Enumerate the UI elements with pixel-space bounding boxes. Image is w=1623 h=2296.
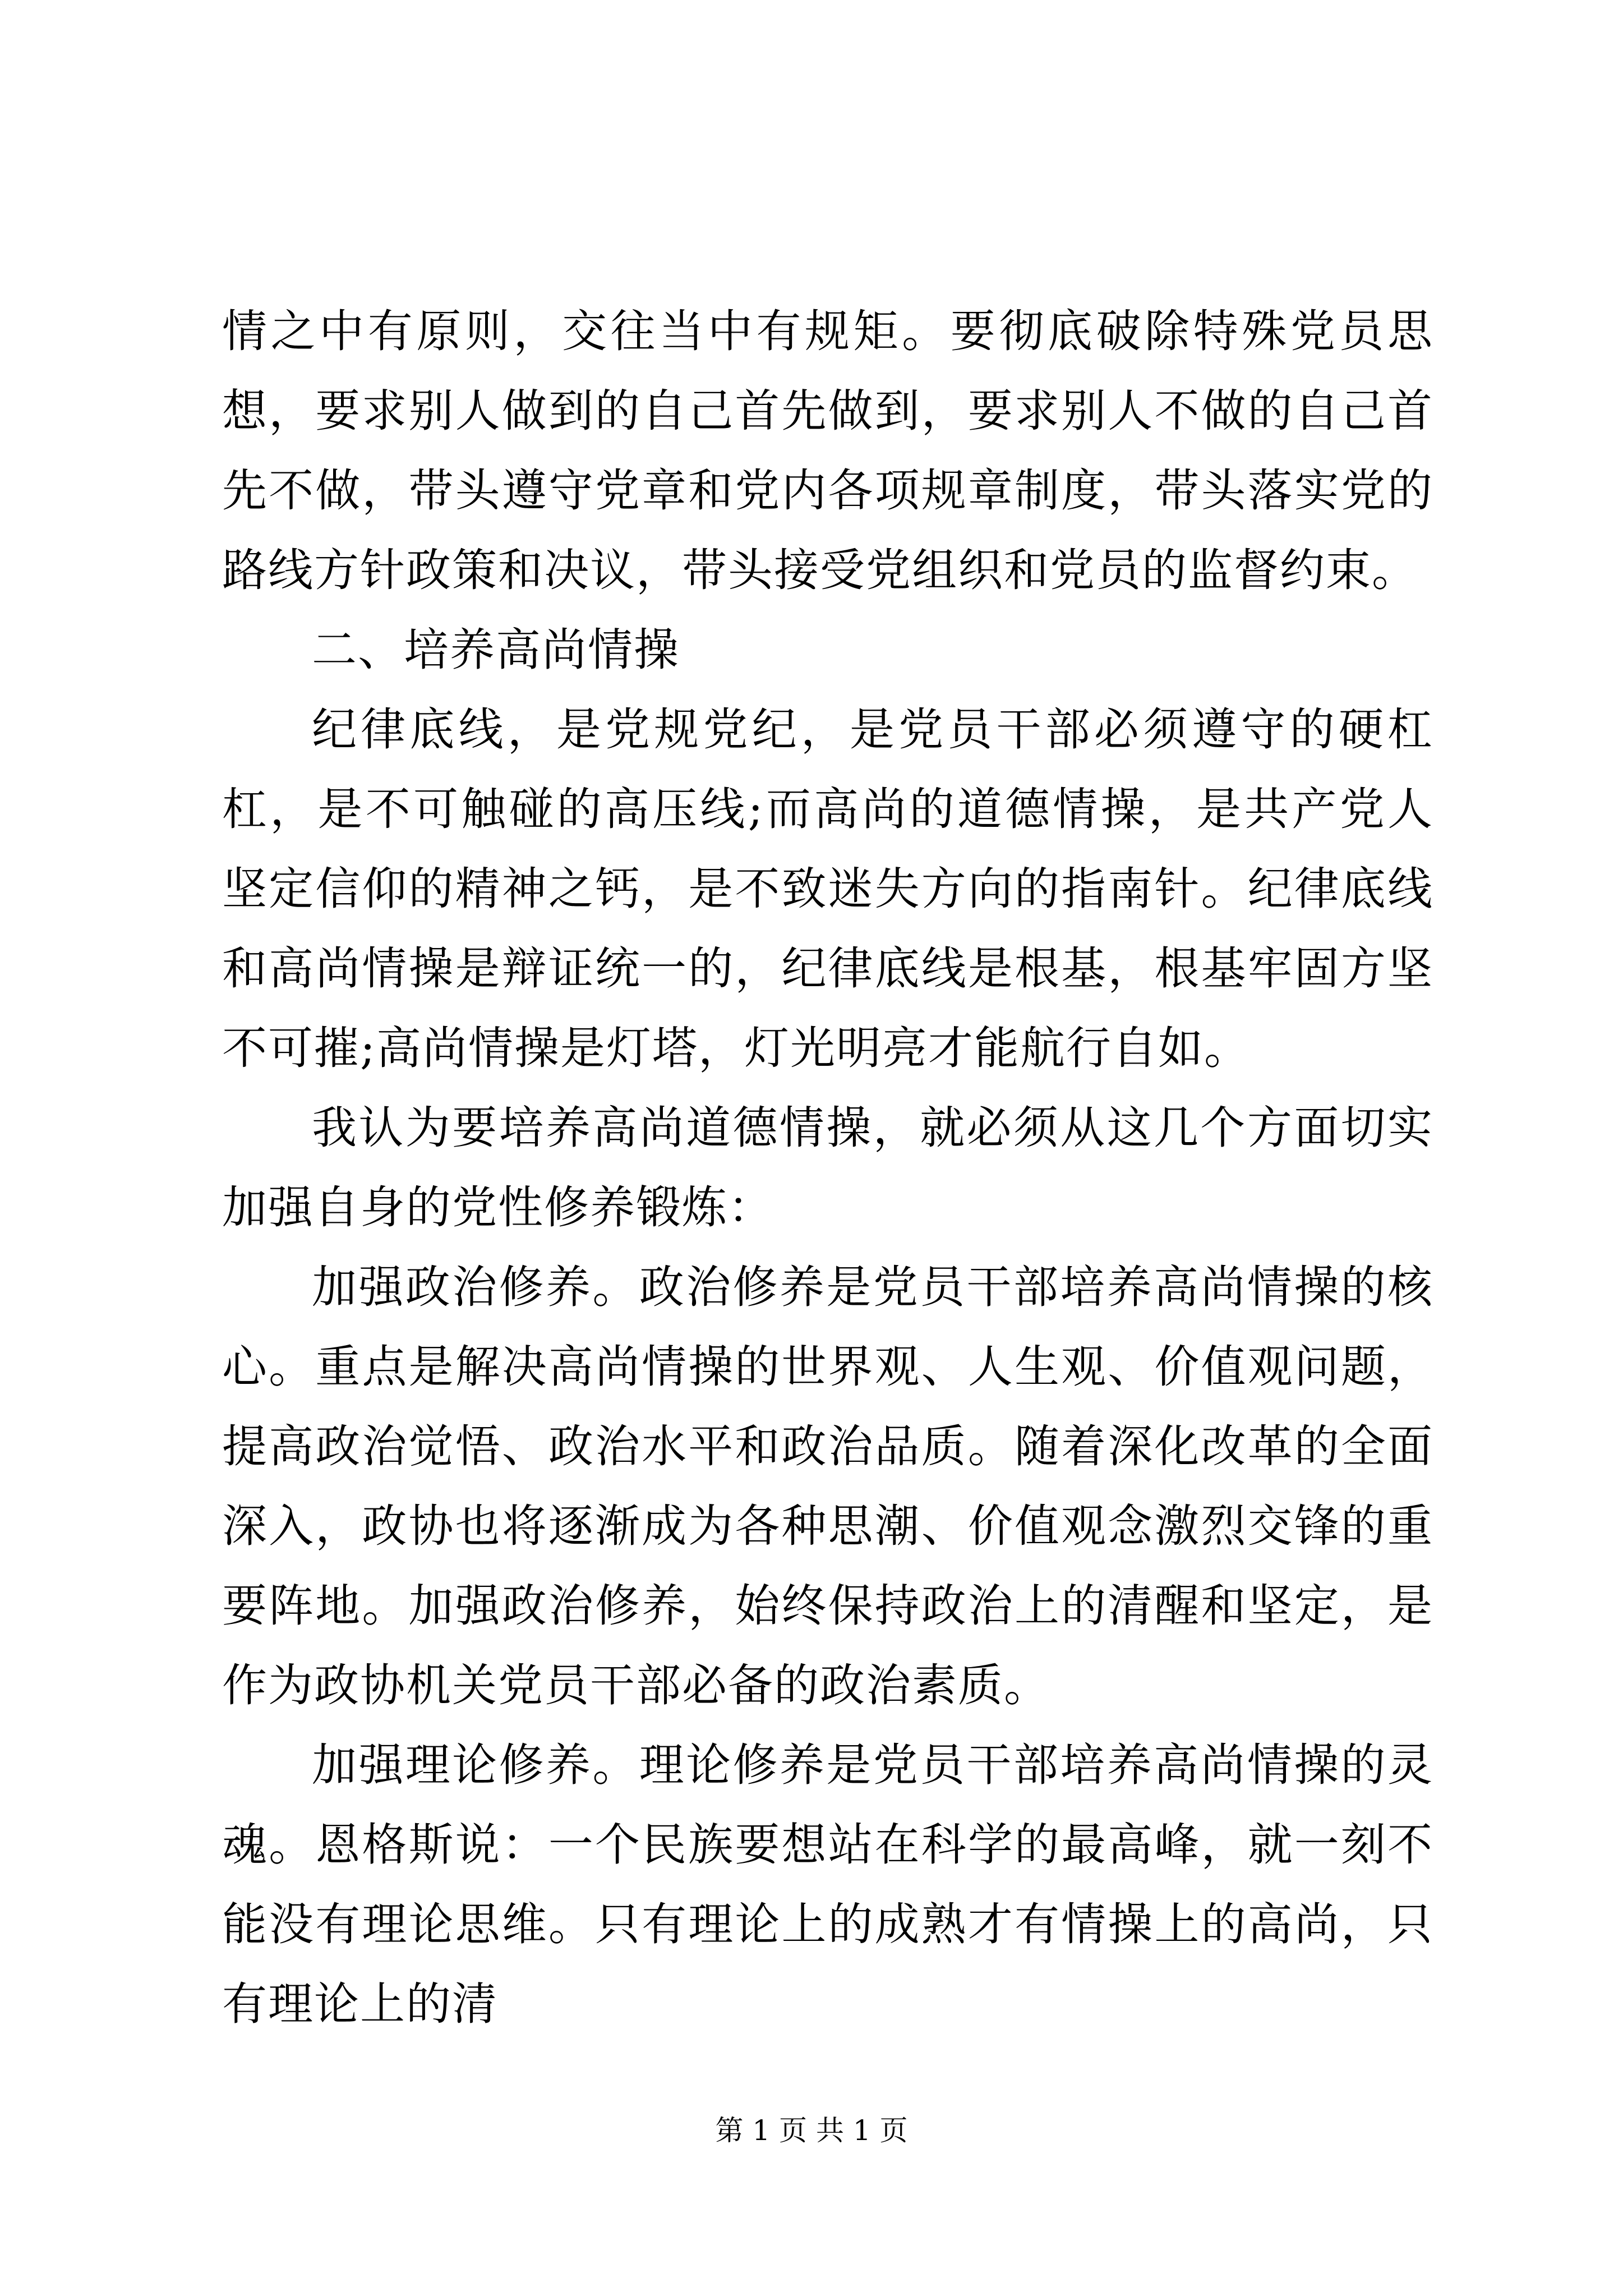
- paragraph-continuation: 情之中有原则，交往当中有规矩。要彻底破除特殊党员思想，要求别人做到的自己首先做到，要求别人不做的自己首先不做，带头遵守党章和党内各项规章制度，带头落实党的路线方针政策和决议，带头接受党组织和党员的监督约束。: [222, 305, 1433, 596]
- page-footer: 第 1 页 共 1 页: [715, 2114, 908, 2147]
- paragraph-intro: 我认为要培养高尚道德情操，就必须从这几个方面切实加强自身的党性修养锻炼：: [222, 1102, 1433, 1234]
- document-body: [222, 292, 1433, 2044]
- paragraph-discipline: 纪律底线，是党规党纪，是党员干部必须遵守的硬杠杠，是不可触碰的高压线;而高尚的道德情操，是共产党人坚定信仰的精神之钙，是不致迷失方向的指南针。纪律底线和高尚情操是辩证统一的，纪律底线是根基，根基牢固方坚不可摧;高尚情操是灯塔，灯光明亮才能航行自如。: [222, 703, 1433, 1074]
- section-heading: 二、培养高尚情操: [312, 624, 680, 676]
- paragraph-political: 加强政治修养。政治修养是党员干部培养高尚情操的核心。重点是解决高尚情操的世界观、人生观、价值观问题，提高政治觉悟、政治水平和政治品质。随着深化改革的全面深入，政协也将逐渐成为各种思潮、价值观念激烈交锋的重要阵地。加强政治修养，始终保持政治上的清醒和坚定，是作为政协机关党员干部必备的政治素质。: [222, 1261, 1433, 1711]
- paragraph-theory: 加强理论修养。理论修养是党员干部培养高尚情操的灵魂。恩格斯说：一个民族要想站在科学的最高峰，就一刻不能没有理论思维。只有理论上的成熟才有情操上的高尚，只有理论上的清: [222, 1739, 1433, 2030]
